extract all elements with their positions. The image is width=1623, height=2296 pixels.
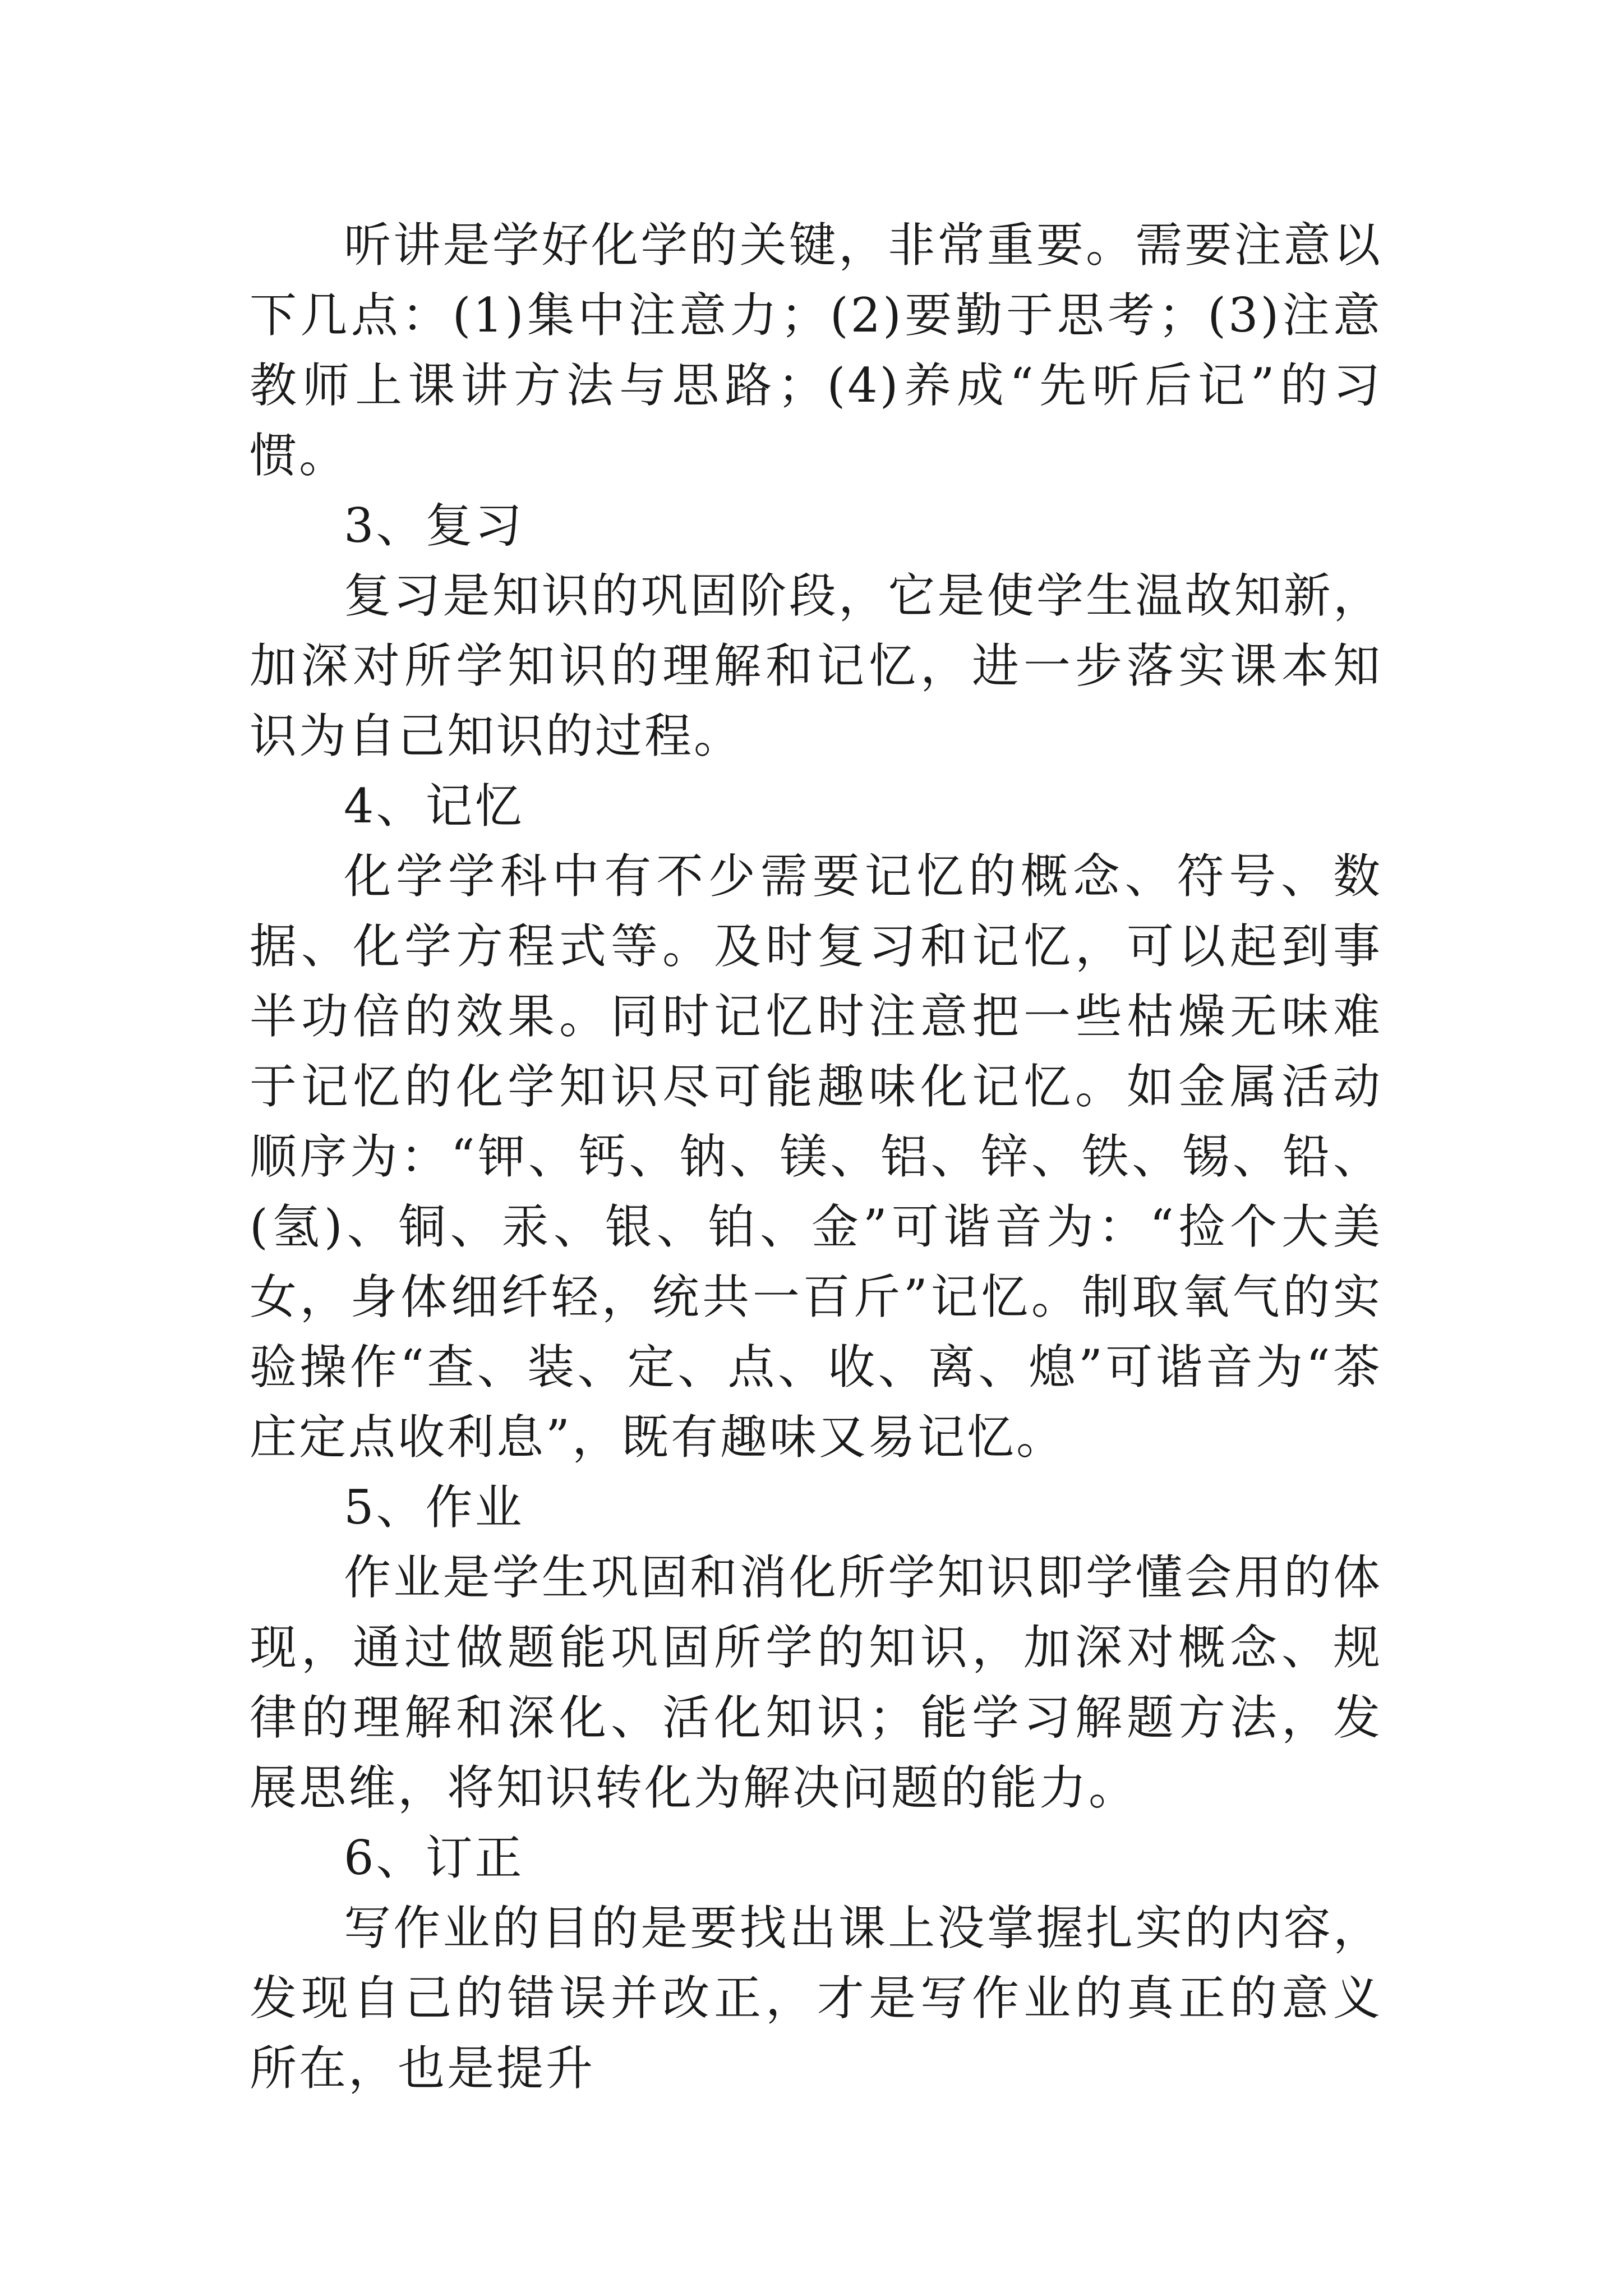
heading-memory: 4、记忆: [344, 779, 524, 834]
paragraph-review: 复习是知识的巩固阶段，它是使学生温故知新，加深对所学知识的理解和记忆，进一步落实课本知识为自己知识的过程。: [250, 568, 1382, 763]
paragraph-correction: 写作业的目的是要找出课上没掌握扎实的内容，发现自己的错误并改正，才是写作业的真正的意义所在，也是提升: [250, 1901, 1382, 2096]
paragraph-homework: 作业是学生巩固和消化所学知识即学懂会用的体现，通过做题能巩固所学的知识，加深对概念、规律的理解和深化、活化知识；能学习解题方法，发展思维，将知识转化为解决问题的能力。: [250, 1550, 1382, 1815]
paragraph-memory: 化学学科中有不少需要记忆的概念、符号、数据、化学方程式等。及时复习和记忆，可以起到事半功倍的效果。同时记忆时注意把一些枯燥无味难于记忆的化学知识尽可能趣味化记忆。如金属活动顺序为：“钾、钙、钠、镁、铝、锌、铁、锡、铅、(氢)、铜、汞、银、铂、金”可谐音为：“捡个大美女，身体细纤轻，统共一百斤”记忆。制取氧气的实验操作“查、装、定、点、收、离、熄”可谐音为“茶庄定点收利息”，既有趣味又易记忆。: [250, 849, 1382, 1465]
heading-correction: 6、订正: [344, 1830, 524, 1885]
heading-homework: 5、作业: [344, 1480, 524, 1535]
heading-review: 3、复习: [344, 498, 524, 553]
paragraph-listening: 听讲是学好化学的关键，非常重要。需要注意以下几点：(1)集中注意力；(2)要勤于思考；(3)注意教师上课讲方法与思路；(4)养成“先听后记”的习惯。: [250, 218, 1382, 483]
document-body: [250, 210, 1382, 2104]
